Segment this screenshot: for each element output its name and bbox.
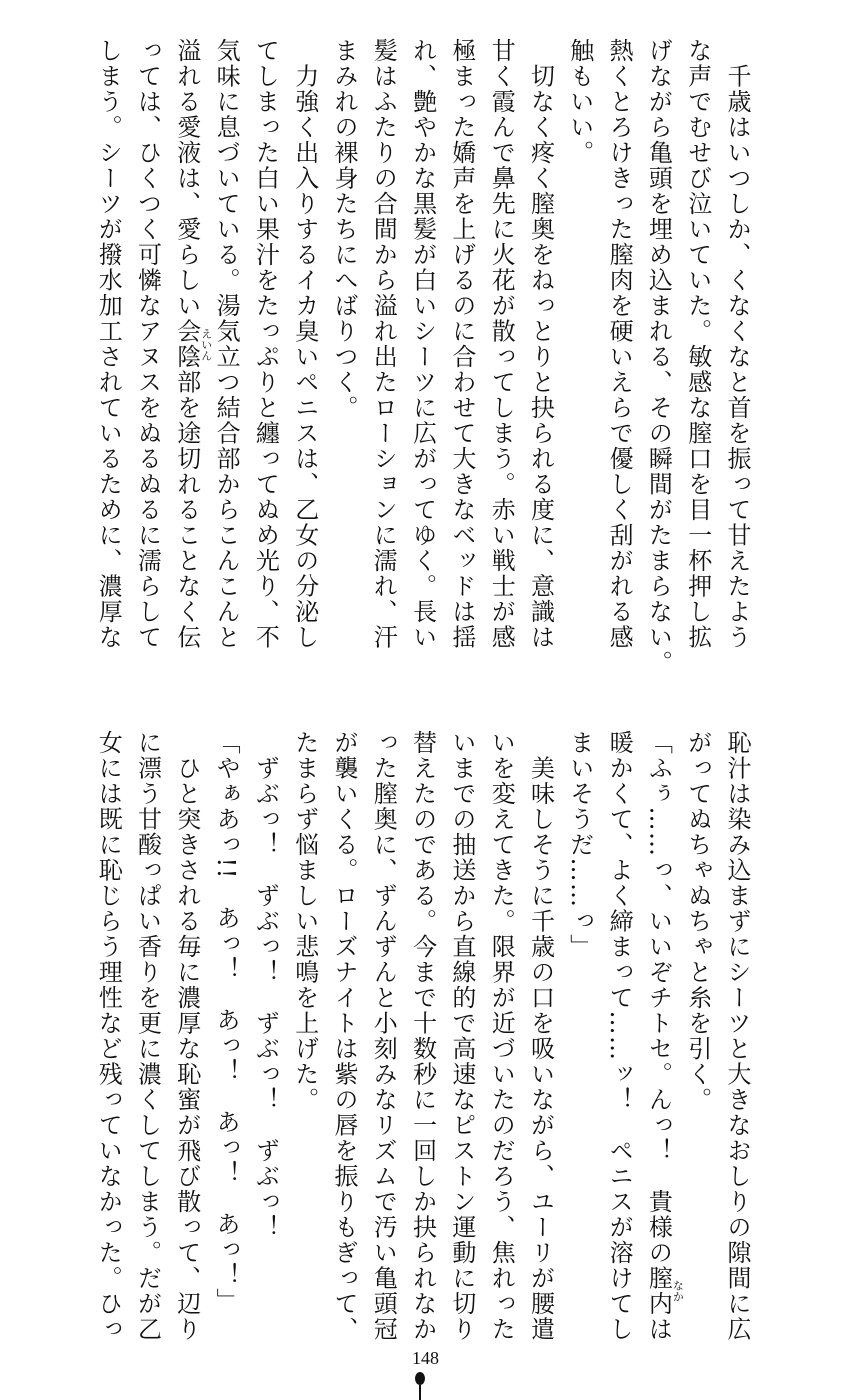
upper-column: 触もいい。 (565, 38, 594, 166)
lower-column: に漂う甘酸っぱい香りを更に濃くしてしまう。だが乙 (133, 730, 162, 1342)
upper-column: 溢れる愛液は、愛らしい会陰部を途切れることなく伝 (172, 38, 201, 650)
lower-column: たまらず悩ましい悲鳴を上げた。 (290, 730, 319, 1113)
lower-column: 恥汁は染み込まずにシーツと大きなおしりの隙間に広 (723, 730, 751, 1342)
upper-column: げながら亀頭を埋め込まれる、その瞬間がたまらない。 (644, 38, 673, 676)
upper-column: 切なく疼く膣奥をねっとりと抉られる度に、意識は (526, 38, 555, 650)
lower-column: いを変えてきた。限界が近づいたのだろう、焦れった (487, 730, 516, 1342)
lower-column: 「やぁあっ!! あっ！ あっ！ あっ！ あっ！」 (212, 730, 241, 1314)
upper-column: 甘く霞んで鼻先に火花が散ってしまう。赤い戦士が感 (487, 38, 516, 650)
upper-column: 極まった嬌声を上げるのに合わせて大きなベッドは揺 (447, 38, 476, 650)
upper-column: 力強く出入りするイカ臭いペニスは、乙女の分泌し (290, 38, 319, 650)
lower-column: 「ふぅ……っ、いいぞチトセ。んっ！ 貴様の膣内は (644, 730, 673, 1342)
page-marker-dot (415, 1372, 425, 1385)
lower-column: まいそうだ……っ」 (565, 730, 594, 960)
page-number: 148 (412, 1348, 439, 1368)
lower-column: った膣奥に、ずんずんと小刻みなリズムで汚い亀頭冠 (369, 730, 398, 1342)
lower-column: ずぶっ！ ずぶっ！ ずぶっ！ ずぶっ！ (251, 730, 280, 1240)
lower-column: いまでの抽送から直線的で高速なピストン運動に切り (447, 730, 476, 1342)
upper-column: な声でむせび泣いていた。敏感な膣口を目一杯押し拡 (683, 38, 712, 650)
upper-column: てしまった白い果汁をたっぷりと纏ってぬめ光り、不 (251, 38, 280, 650)
lower-column: 美味しそうに千歳の口を吸いながら、ユーリが腰遣 (526, 730, 555, 1342)
page-marker-line (419, 1385, 421, 1400)
upper-column: 髪はふたりの合間から溢れ出たローションに濡れ、汗 (369, 38, 398, 650)
upper-column: 熱くとろけきった膣肉を硬いえらで優しく刮がれる感 (605, 38, 634, 650)
lower-column: 女には既に恥じらう理性など残っていなかった。ひっ (94, 730, 123, 1342)
lower-column: がってぬちゃぬちゃと糸を引く。 (683, 730, 712, 1113)
upper-column: 千歳はいつしか、くなくなと首を振って甘えたよう (723, 38, 751, 650)
lower-column: 替えたのである。今まで十数秒に一回しか抉られなか (408, 730, 437, 1342)
ruby-ein: えいん (199, 327, 213, 361)
upper-column: まみれの裸身たちにへばりつく。 (330, 38, 358, 421)
upper-column: 気味に息づいている。湯気立つ結合部からこんこんと (212, 38, 241, 650)
ruby-naka: なか (671, 1280, 685, 1302)
lower-column: 暖かくて、よく締まって……ッ！ ペニスが溶けてし (605, 730, 634, 1342)
lower-column: ひと突きされる毎に濃厚な恥蜜が飛び散って、辺り (172, 730, 201, 1342)
lower-column: が襲いくる。ローズナイトは紫の唇を振りもぎって、 (330, 730, 358, 1342)
upper-column: っては、ひくつく可憐なアヌスをぬるぬるに濡らして (133, 38, 162, 650)
upper-column: しまう。シーツが撥水加工されているために、濃厚な (94, 38, 123, 650)
upper-column: れ、艶やかな黒髪が白いシーツに広がってゆく。長い (408, 38, 437, 650)
